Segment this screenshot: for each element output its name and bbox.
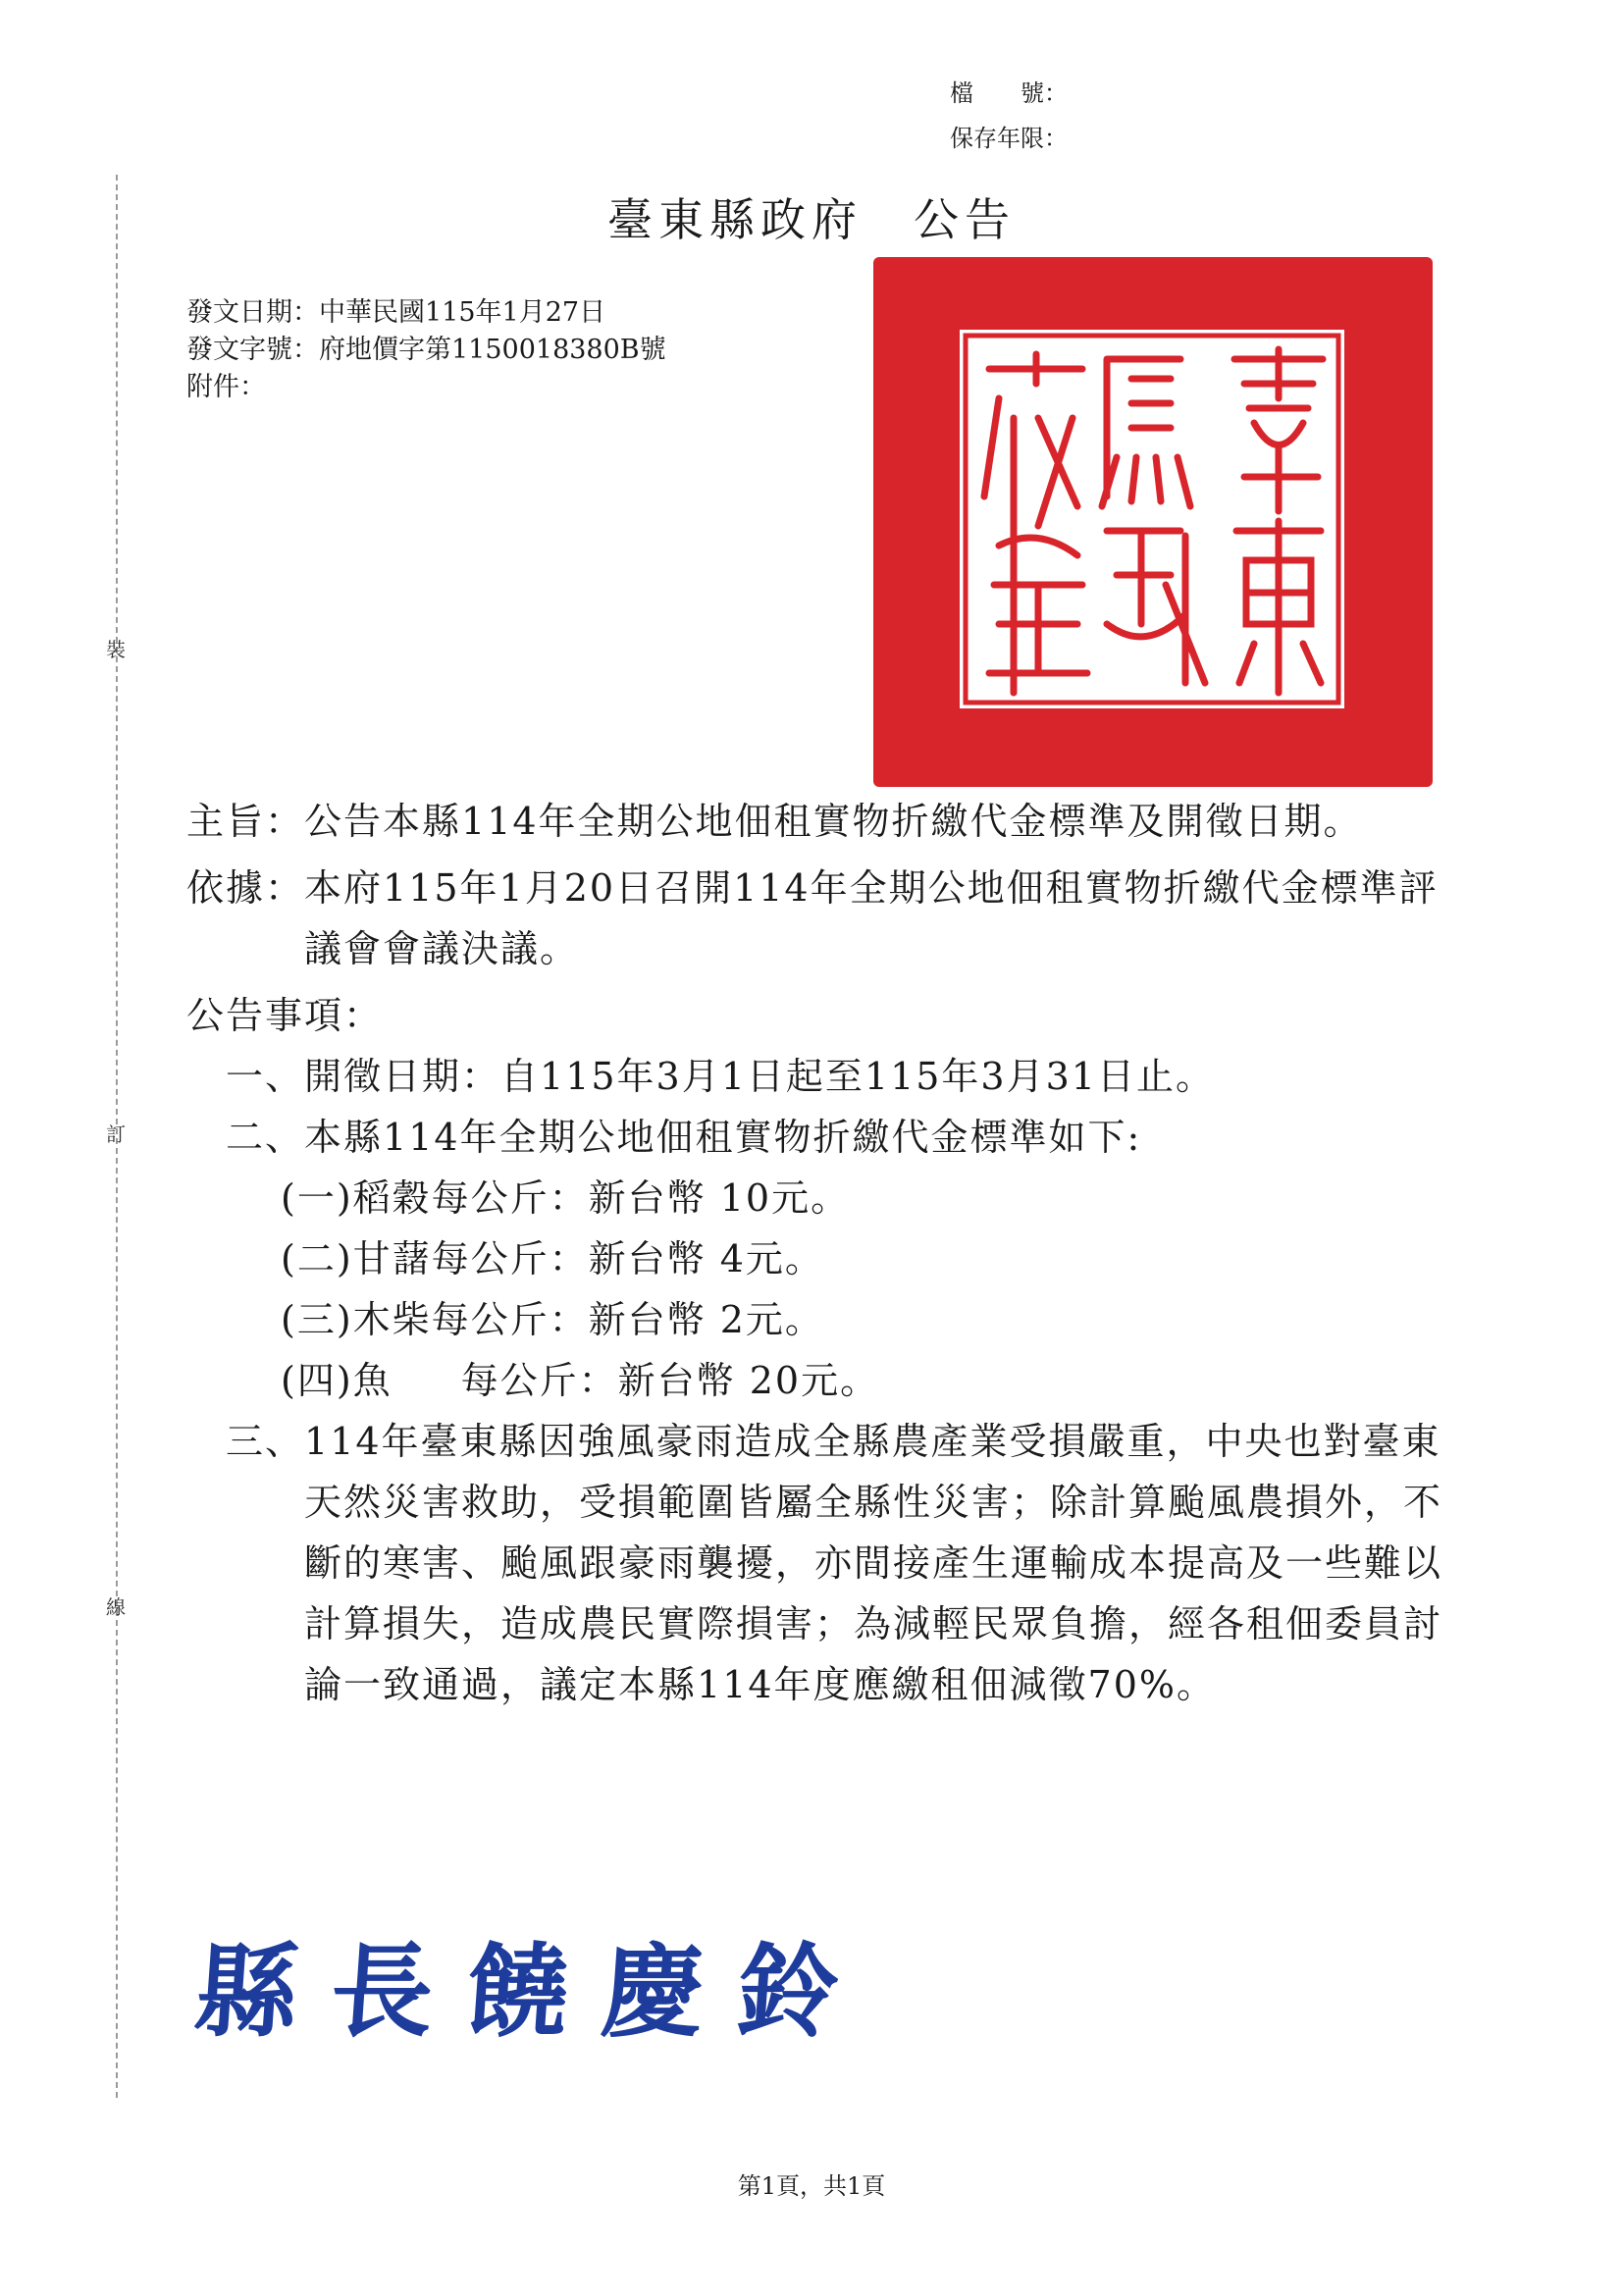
item-2 <box>186 1107 1472 1168</box>
item-3-label: 三、 <box>226 1420 305 1463</box>
basis-text: 本府115年1月20日召開114年全期公地佃租實物折繳代金標準評議會會議決議。 <box>304 866 1439 970</box>
sub-item-label: (一) <box>281 1176 353 1220</box>
item-2-label: 二、 <box>226 1116 305 1159</box>
official-seal <box>873 257 1433 787</box>
sub-item-rest: 每公斤：新台幣 20元。 <box>460 1359 880 1402</box>
seal-glyphs <box>960 330 1344 708</box>
sub-item-3 <box>186 1289 1472 1350</box>
document-meta <box>186 294 666 406</box>
issue-date: 發文日期：中華民國115年1月27日 <box>186 297 606 328</box>
item-3-text: 114年臺東縣因強風豪雨造成全縣農產業受損嚴重，中央也對臺東天然災害救助，受損範圍皆屬全縣性災害；除計算颱風農損外，不斷的寒害、颱風跟豪雨襲擾，亦間接產生運輸成本提高及一些難以計算損失，造成農民實際損害；為減輕民眾負擔，經各租佃委員討論一致通過，議定本縣114年度應繳租佃減徵70%。 <box>304 1420 1443 1706</box>
subject-row <box>186 791 1472 852</box>
items-heading <box>186 985 1472 1046</box>
page-number: 第1頁，共1頁 <box>737 2172 886 2200</box>
sub-item-name: 稻穀 <box>352 1176 432 1220</box>
item-1-label: 一、 <box>226 1055 305 1098</box>
notice-body <box>186 791 1472 1715</box>
document-number: 發文字號：府地價字第1150018380B號 <box>186 335 666 365</box>
sub-item-label: (四) <box>281 1359 353 1402</box>
document-title: 臺東縣政府 公告 <box>607 193 1016 246</box>
archive-fields <box>950 71 1068 161</box>
item-1 <box>186 1046 1472 1107</box>
retention-period-label: 保存年限： <box>950 125 1068 152</box>
items-label: 公告事項： <box>186 994 384 1037</box>
sub-item-2 <box>186 1228 1472 1289</box>
sub-item-name: 甘藷 <box>352 1237 432 1280</box>
sub-item-label: (二) <box>281 1237 353 1280</box>
item-3 <box>186 1411 1472 1715</box>
file-number-label: 檔 號： <box>950 79 1068 107</box>
subject-text: 公告本縣114年全期公地佃租實物折繳代金標準及開徵日期。 <box>304 800 1363 843</box>
binding-mark-middle: 訂 <box>106 1122 126 1146</box>
sub-item-name: 魚 <box>352 1359 393 1402</box>
sub-item-4 <box>186 1350 1472 1411</box>
sub-item-rest: 每公斤：新台幣 10元。 <box>431 1176 851 1220</box>
attachment-label: 附件： <box>186 372 266 402</box>
item-1-text: 開徵日期：自115年3月1日起至115年3月31日止。 <box>304 1055 1215 1098</box>
binding-mark-top: 裝 <box>106 638 126 661</box>
sub-item-label: (三) <box>281 1298 353 1341</box>
item-2-text: 本縣114年全期公地佃租實物折繳代金標準如下: <box>304 1116 1142 1159</box>
sub-item-name: 木柴 <box>352 1298 432 1341</box>
sub-item-rest: 每公斤：新台幣 2元。 <box>431 1298 824 1341</box>
basis-label: 依據： <box>186 866 305 910</box>
binding-mark-bottom: 線 <box>106 1595 126 1619</box>
signature-stamp: 縣長饒慶鈴 <box>191 1932 877 2052</box>
sub-item-1 <box>186 1168 1472 1228</box>
sub-item-rest: 每公斤：新台幣 4元。 <box>431 1237 824 1280</box>
seal-face <box>960 330 1344 708</box>
subject-label: 主旨： <box>186 800 305 843</box>
basis-row <box>186 858 1472 979</box>
